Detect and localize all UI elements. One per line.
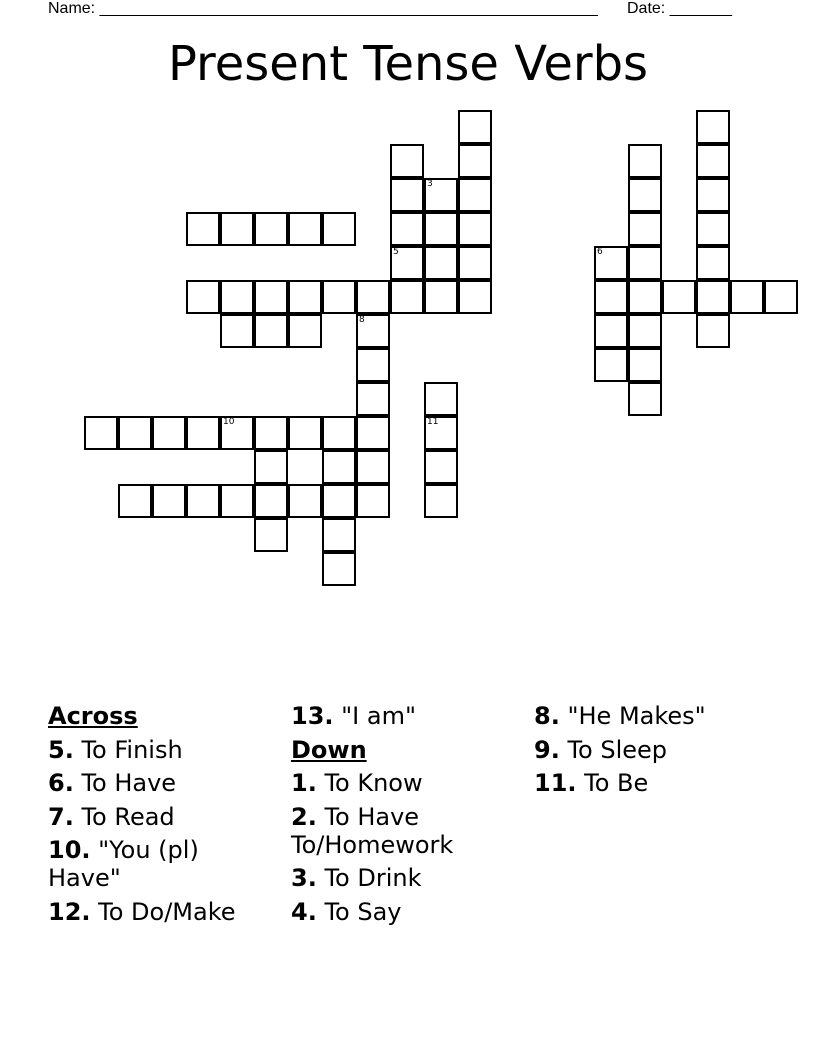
clue-item: [48, 836, 278, 892]
crossword-cell[interactable]: [594, 280, 628, 314]
crossword-cell[interactable]: [458, 280, 492, 314]
crossword-cell[interactable]: [458, 110, 492, 144]
clue-text: To Drink: [316, 864, 422, 892]
crossword-cell[interactable]: [390, 178, 424, 212]
crossword-cell[interactable]: [424, 280, 458, 314]
crossword-cell[interactable]: [356, 314, 390, 348]
clue-text: To Read: [73, 802, 175, 831]
clue-number: 11.: [534, 769, 577, 797]
crossword-cell[interactable]: [628, 280, 662, 314]
crossword-cell[interactable]: [662, 280, 696, 314]
crossword-cell[interactable]: [628, 212, 662, 246]
crossword-cell[interactable]: [458, 246, 492, 280]
crossword-cell[interactable]: [628, 382, 662, 416]
crossword-cell[interactable]: [254, 314, 288, 348]
crossword-cell[interactable]: [152, 416, 186, 450]
crossword-cell[interactable]: [152, 484, 186, 518]
crossword-cell[interactable]: [696, 178, 730, 212]
crossword-cell[interactable]: [186, 484, 220, 518]
date-field[interactable]: Date: _______: [627, 0, 732, 17]
crossword-cell[interactable]: [186, 212, 220, 246]
crossword-cell[interactable]: [628, 348, 662, 382]
crossword-cell[interactable]: [288, 280, 322, 314]
clue-number: 5.: [48, 735, 74, 764]
crossword-cell[interactable]: [594, 314, 628, 348]
crossword-cell[interactable]: [424, 212, 458, 246]
cell-number: 5: [393, 247, 399, 257]
crossword-cell[interactable]: [424, 416, 458, 450]
crossword-cell[interactable]: [458, 212, 492, 246]
crossword-cell[interactable]: [288, 314, 322, 348]
clue-number: 4.: [291, 897, 317, 926]
crossword-cell[interactable]: [390, 212, 424, 246]
crossword-cell[interactable]: [186, 416, 220, 450]
crossword-cell[interactable]: [322, 518, 356, 552]
crossword-cell[interactable]: [696, 246, 730, 280]
crossword-cell[interactable]: [322, 450, 356, 484]
crossword-cell[interactable]: [628, 314, 662, 348]
crossword-cell[interactable]: [356, 416, 390, 450]
crossword-cell[interactable]: [458, 178, 492, 212]
clue-text: "I am": [333, 702, 417, 730]
crossword-cell[interactable]: [730, 280, 764, 314]
crossword-cell[interactable]: [594, 246, 628, 280]
crossword-cell[interactable]: [424, 450, 458, 484]
crossword-cell[interactable]: [322, 552, 356, 586]
crossword-cell[interactable]: [696, 212, 730, 246]
clue-item: [534, 769, 759, 797]
clue-item: [534, 702, 759, 730]
clue-item: [534, 736, 759, 764]
clue-number: 8.: [534, 702, 560, 730]
crossword-cell[interactable]: [628, 178, 662, 212]
crossword-cell[interactable]: [628, 246, 662, 280]
across-clues-cont: [291, 702, 516, 730]
clue-number: 7.: [48, 802, 74, 831]
crossword-cell[interactable]: [356, 348, 390, 382]
clue-item: [291, 864, 516, 892]
clue-item: [291, 898, 516, 926]
clue-item: [48, 803, 278, 831]
crossword-cell[interactable]: [356, 280, 390, 314]
clue-number: 6.: [48, 769, 74, 797]
cell-number: 6: [597, 247, 603, 257]
clue-text: "You (pl) Have": [48, 836, 199, 892]
clue-number: 3.: [291, 864, 317, 892]
clue-text: To Say: [316, 897, 402, 926]
cell-number: 3: [427, 179, 433, 189]
crossword-cell[interactable]: [220, 212, 254, 246]
clue-number: 9.: [534, 735, 560, 764]
clue-number: 2.: [291, 802, 317, 831]
crossword-cell[interactable]: [254, 280, 288, 314]
clue-item: [291, 769, 516, 797]
clue-item: [48, 769, 278, 797]
crossword-cell[interactable]: [322, 484, 356, 518]
crossword-cell[interactable]: [390, 280, 424, 314]
clue-column-2: [291, 702, 516, 931]
clue-text: To Be: [576, 769, 649, 797]
crossword-cell[interactable]: [84, 416, 118, 450]
cell-number: 8: [359, 315, 365, 325]
clue-column-1: [48, 702, 278, 931]
crossword-cell[interactable]: [186, 280, 220, 314]
crossword-cell[interactable]: [220, 416, 254, 450]
crossword-cell[interactable]: [458, 144, 492, 178]
crossword-cell[interactable]: [118, 484, 152, 518]
crossword-cell[interactable]: [424, 382, 458, 416]
crossword-cell[interactable]: [696, 314, 730, 348]
clue-text: To Have: [73, 769, 177, 797]
clue-column-3: [534, 702, 759, 803]
crossword-cell[interactable]: [254, 484, 288, 518]
clue-text: "He Makes": [559, 702, 706, 730]
crossword-cell[interactable]: [322, 280, 356, 314]
crossword-cell[interactable]: [254, 450, 288, 484]
crossword-cell[interactable]: [696, 110, 730, 144]
clue-item: [48, 736, 278, 764]
cell-number: 11: [427, 417, 439, 427]
clue-text: To Sleep: [559, 735, 668, 764]
clue-item: [48, 898, 278, 926]
crossword-cell[interactable]: [118, 416, 152, 450]
crossword-cell[interactable]: [424, 178, 458, 212]
crossword-cell[interactable]: [696, 280, 730, 314]
clue-text: To Finish: [73, 735, 183, 764]
clue-number: 1.: [291, 769, 317, 797]
clue-text: To Have To/Homework: [291, 802, 454, 859]
crossword-cell[interactable]: [424, 246, 458, 280]
crossword-cell[interactable]: [288, 416, 322, 450]
crossword-cell[interactable]: [288, 484, 322, 518]
across-clues: [48, 736, 278, 926]
crossword-cell[interactable]: [254, 416, 288, 450]
crossword-cell[interactable]: [254, 518, 288, 552]
header: [48, 0, 748, 20]
crossword-cell[interactable]: [356, 382, 390, 416]
crossword-cell[interactable]: [696, 144, 730, 178]
clue-number: 12.: [48, 897, 91, 926]
cell-number: 10: [223, 417, 235, 427]
crossword-cell[interactable]: [254, 212, 288, 246]
clue-text: To Do/Make: [90, 897, 236, 926]
crossword-cell[interactable]: [288, 212, 322, 246]
crossword-cell[interactable]: [424, 484, 458, 518]
crossword-cell[interactable]: [322, 416, 356, 450]
crossword-cell[interactable]: [322, 212, 356, 246]
crossword-cell[interactable]: [356, 450, 390, 484]
down-clues-cont: [534, 702, 759, 797]
crossword-cell[interactable]: [390, 246, 424, 280]
clue-item: [291, 803, 516, 859]
crossword-cell[interactable]: [220, 280, 254, 314]
crossword-cell[interactable]: [594, 348, 628, 382]
crossword-cell[interactable]: [390, 144, 424, 178]
page-title: Present Tense Verbs: [167, 36, 649, 92]
crossword-cell[interactable]: [628, 144, 662, 178]
clue-item: [291, 702, 516, 730]
name-field[interactable]: Name: ________________________________________________________: [48, 0, 598, 17]
crossword-cell[interactable]: [356, 484, 390, 518]
clue-number: 10.: [48, 836, 91, 864]
clue-number: 13.: [291, 702, 334, 730]
crossword-cell[interactable]: [220, 314, 254, 348]
down-clues: [291, 769, 516, 926]
crossword-cell[interactable]: [764, 280, 798, 314]
crossword-cell[interactable]: [220, 484, 254, 518]
down-heading: Down: [291, 735, 367, 764]
across-heading: Across: [48, 702, 138, 730]
clue-text: To Know: [316, 769, 423, 797]
